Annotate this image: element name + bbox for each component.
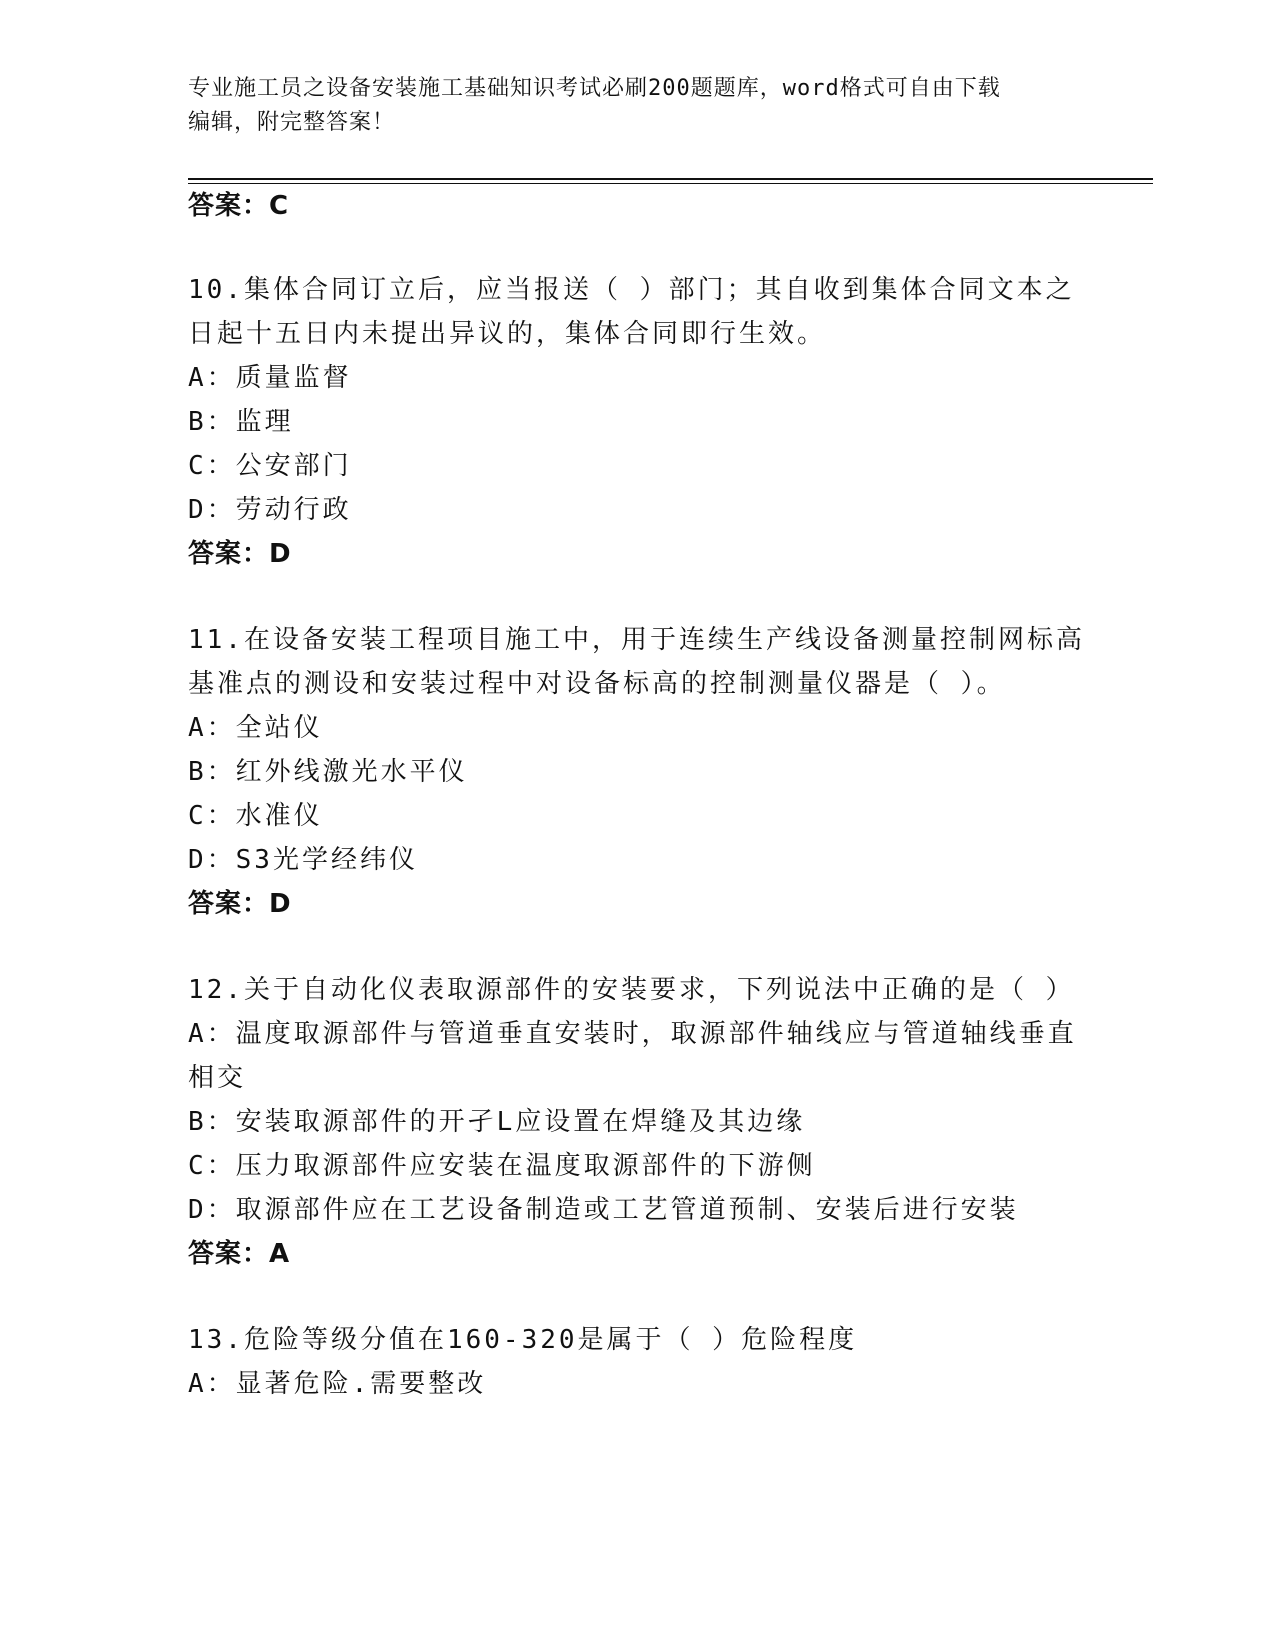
question-stem-line: 日起十五日内未提出异议的，集体合同即行生效。	[188, 319, 827, 349]
header-divider	[188, 178, 1153, 180]
question-option: D：S3光学经纬仪	[188, 845, 418, 875]
question-option: B：监理	[188, 407, 294, 437]
question-option: A：全站仪	[188, 713, 323, 743]
question-option: D：取源部件应在工艺设备制造或工艺管道预制、安装后进行安装	[188, 1195, 1019, 1225]
question-stem-line: 12.关于自动化仪表取源部件的安装要求，下列说法中正确的是（ ）	[188, 975, 1075, 1005]
question-option: D：劳动行政	[188, 495, 352, 525]
question-option: A：显著危险.需要整改	[188, 1369, 487, 1399]
question-answer: 答案：A	[188, 1239, 291, 1269]
question-stem-line: 13.危险等级分值在160-320是属于（ ）危险程度	[188, 1325, 858, 1355]
question-stem-line: 基准点的测设和安装过程中对设备标高的控制测量仪器是（ ）。	[188, 669, 1006, 699]
document-header	[188, 72, 1088, 140]
question-answer: 答案：D	[188, 539, 292, 569]
question-option: C：公安部门	[188, 451, 352, 481]
question-option: B：安装取源部件的开孑L应设置在焊缝及其边缘	[188, 1107, 806, 1137]
header-line-2: 编辑，附完整答案！	[188, 110, 396, 135]
header-line-1: 专业施工员之设备安装施工基础知识考试必刷200题题库，word格式可自由下载	[188, 76, 1001, 101]
question-answer: 答案：D	[188, 889, 292, 919]
question-option-continued: 相交	[188, 1063, 247, 1093]
question-stem-line: 11.在设备安装工程项目施工中，用于连续生产线设备测量控制网标高	[188, 625, 1085, 655]
question-option: A：温度取源部件与管道垂直安装时，取源部件轴线应与管道轴线垂直	[188, 1019, 1077, 1049]
question-option: C：压力取源部件应安装在温度取源部件的下游侧	[188, 1151, 816, 1181]
question-stem-line: 10.集体合同订立后，应当报送（ ）部门；其自收到集体合同文本之	[188, 275, 1075, 305]
question-option: A：质量监督	[188, 363, 352, 393]
previous-answer: 答案：C	[188, 191, 290, 221]
header-divider-thin	[188, 183, 1153, 184]
question-option: C：水准仪	[188, 801, 323, 831]
question-option: B：红外线激光水平仪	[188, 757, 468, 787]
